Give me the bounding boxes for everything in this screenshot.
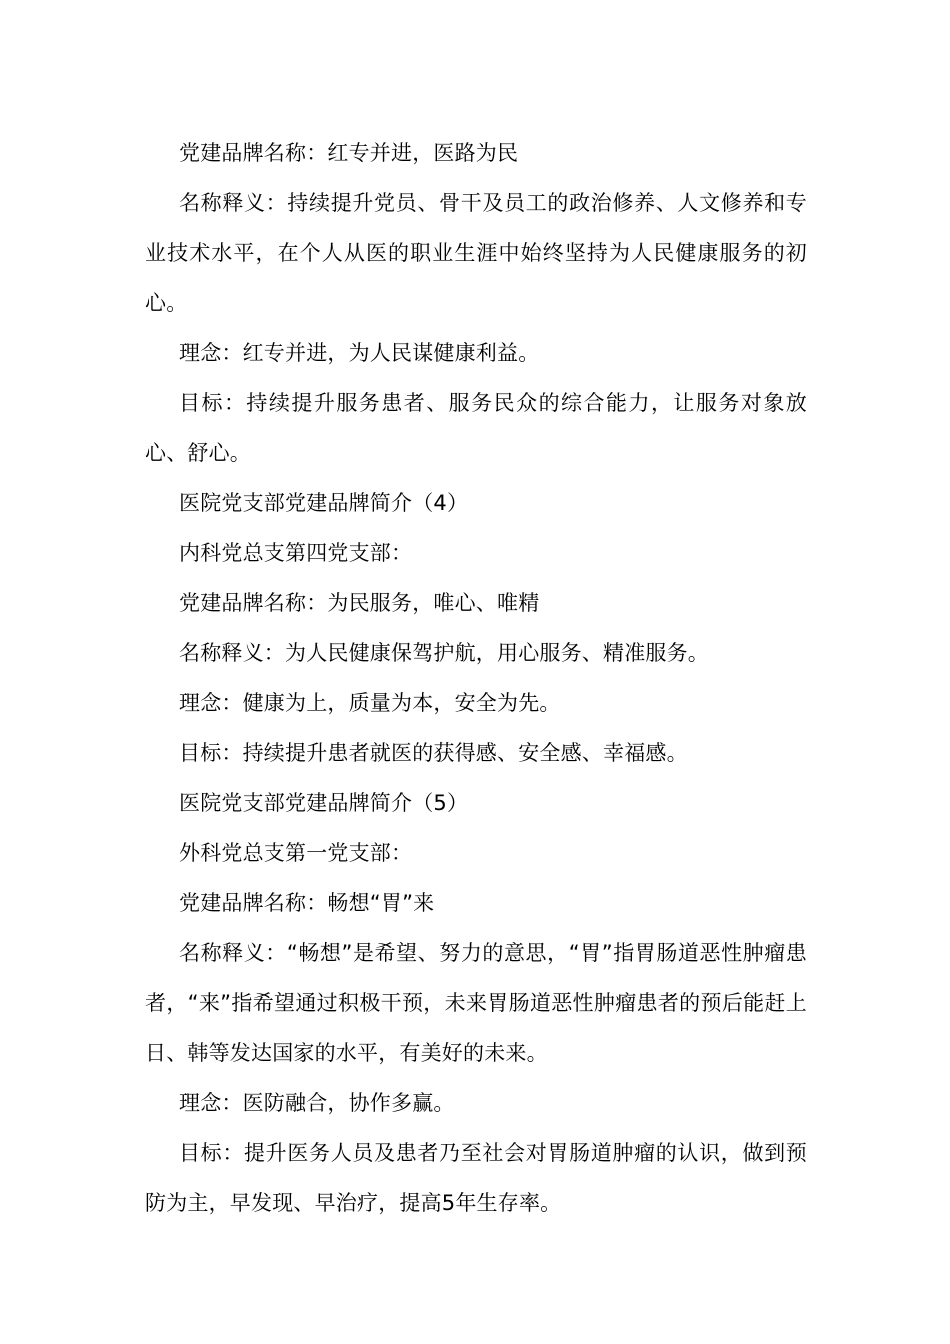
paragraph-concept-5: 理念：医防融合，协作多赢。 xyxy=(179,1091,455,1115)
paragraph-brand-name-4: 党建品牌名称：为民服务，唯心、唯精 xyxy=(179,591,540,615)
paragraph-goal-4: 目标：持续提升患者就医的获得感、安全感、幸福感。 xyxy=(179,741,688,765)
paragraph-goal-5: 目标：提升医务人员及患者乃至社会对胃肠道肿瘤的认识，做到预防为主，早发现、早治疗，提高5年生存率。 xyxy=(145,1141,807,1215)
paragraph-name-meaning-5: 名称释义：“畅想”是希望、努力的意思，“胃”指胃肠道恶性肿瘤患者，“来”指希望通过积极干预，未来胃肠道恶性肿瘤患者的预后能赶上日、韩等发达国家的水平，有美好的未来。 xyxy=(145,941,807,1065)
document-body xyxy=(145,128,807,1228)
paragraph-name-meaning-4: 名称释义：为人民健康保驾护航，用心服务、精准服务。 xyxy=(179,641,709,665)
branch-name-4: 内科党总支第四党支部： xyxy=(179,541,413,565)
branch-name-5: 外科党总支第一党支部： xyxy=(179,841,413,865)
section-heading-5: 医院党支部党建品牌简介（5） xyxy=(179,791,469,815)
paragraph-goal-1: 目标：持续提升服务患者、服务民众的综合能力，让服务对象放心、舒心。 xyxy=(145,391,807,465)
paragraph-brand-name-1: 党建品牌名称：红专并进，医路为民 xyxy=(179,141,519,165)
paragraph-name-meaning-1: 名称释义：持续提升党员、骨干及员工的政治修养、人文修养和专业技术水平，在个人从医的职业生涯中始终坚持为人民健康服务的初心。 xyxy=(145,191,807,315)
paragraph-concept-4: 理念：健康为上，质量为本，安全为先。 xyxy=(179,691,561,715)
paragraph-brand-name-5: 党建品牌名称：畅想“胃”来 xyxy=(179,891,435,915)
paragraph-concept-1: 理念：红专并进，为人民谋健康利益。 xyxy=(179,341,540,365)
section-heading-4: 医院党支部党建品牌简介（4） xyxy=(179,491,469,515)
